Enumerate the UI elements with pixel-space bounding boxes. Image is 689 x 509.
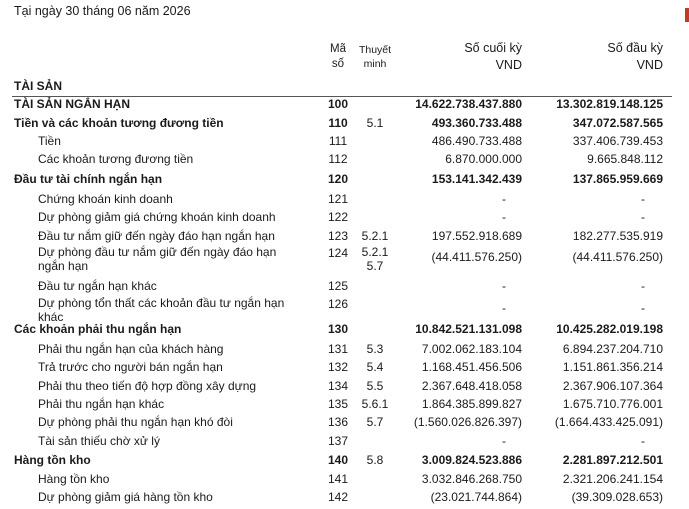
row-label: Dự phòng tổn thất các khoản đầu tư ngắn hạn khác (38, 296, 285, 324)
row-start-value: 9.665.848.112 (587, 152, 663, 166)
row-end-value: (44.411.576.250) (431, 250, 522, 264)
header-note-line2: minh (363, 58, 387, 70)
header-end-line1: Số cuối kỳ (464, 41, 522, 55)
row-start-value: 347.072.587.565 (572, 116, 663, 130)
row-start-value: - (641, 434, 645, 448)
row-code: 141 (327, 472, 349, 486)
table-row (0, 245, 689, 273)
header-code-line2: số (331, 58, 345, 70)
row-start-value: - (641, 301, 645, 315)
row-start-value: 337.406.739.453 (572, 134, 663, 148)
header-code (318, 42, 358, 72)
row-code: 122 (327, 210, 349, 224)
row-end-value: 3.032.846.268.750 (421, 472, 522, 486)
row-label: Phải thu theo tiến độ hợp đồng xây dựng (38, 379, 257, 393)
row-end-value: - (502, 210, 506, 224)
row-note: 5.8 (366, 453, 384, 467)
row-end-value: 10.842.521.131.098 (415, 322, 522, 336)
row-label: TÀI SẢN NGẮN HẠN (14, 97, 130, 111)
table-row (0, 134, 689, 152)
row-start-value: 182.277.535.919 (572, 229, 663, 243)
row-code: 140 (327, 453, 349, 467)
row-label: Tiền (38, 134, 61, 148)
table-row (0, 360, 689, 378)
row-code: 135 (327, 397, 349, 411)
row-start-value: 1.675.710.776.001 (562, 397, 663, 411)
table-row (0, 379, 689, 397)
row-start-value: (1.664.433.425.091) (554, 415, 663, 429)
row-code: 125 (327, 279, 349, 293)
row-label: Các khoản tương đương tiền (38, 152, 194, 166)
row-start-value: - (641, 279, 645, 293)
row-end-value: (23.021.744.864) (430, 490, 522, 504)
row-label: Đầu tư tài chính ngắn hạn (14, 172, 163, 186)
header-code-line1: Mã (330, 43, 346, 55)
table-row (0, 472, 689, 490)
row-start-value: 1.151.861.356.214 (562, 360, 663, 374)
row-label: Trả trước cho người bán ngắn hạn (38, 360, 223, 374)
row-code: 134 (327, 379, 349, 393)
row-code: 112 (328, 152, 348, 166)
table-row (0, 342, 689, 360)
row-label: Tài sản thiếu chờ xử lý (38, 434, 160, 448)
header-start-line1: Số đầu kỳ (607, 41, 663, 55)
row-note: 5.5 (366, 379, 384, 393)
row-label: Hàng tồn kho (38, 472, 110, 486)
row-label: Đầu tư ngắn hạn khác (38, 279, 157, 293)
header-end (372, 40, 522, 74)
row-code: 137 (327, 434, 349, 448)
header-start-line2: VND (636, 58, 663, 72)
row-code: 130 (327, 322, 349, 336)
row-code: 111 (328, 134, 348, 148)
row-start-value: 6.894.237.204.710 (562, 342, 663, 356)
table-row (0, 210, 689, 228)
row-label: Phải thu ngắn hạn khác (38, 397, 165, 411)
row-end-value: 493.360.733.488 (431, 116, 522, 130)
row-end-value: 3.009.824.523.886 (421, 453, 522, 467)
section-title: TÀI SẢN (14, 79, 62, 93)
row-end-value: 486.490.733.488 (431, 134, 522, 148)
row-code: 121 (327, 192, 349, 206)
row-end-value: - (502, 301, 506, 315)
row-end-value: 1.864.385.899.827 (421, 397, 522, 411)
row-end-value: 7.002.062.183.104 (421, 342, 522, 356)
header-start (513, 40, 663, 74)
table-row (0, 192, 689, 210)
header-note-line1: Thuyết (358, 44, 392, 56)
table-row (0, 322, 689, 340)
row-note: 5.7 (366, 415, 384, 429)
row-label: Hàng tồn kho (14, 453, 91, 467)
table-row (0, 279, 689, 297)
row-start-value: 2.367.906.107.364 (562, 379, 663, 393)
row-code: 110 (328, 116, 348, 130)
row-label: Tiền và các khoản tương đương tiền (14, 116, 224, 130)
row-note: 5.1 (366, 116, 384, 130)
row-label: Phải thu ngắn hạn của khách hàng (38, 342, 224, 356)
table-row (0, 97, 689, 115)
table-row (0, 152, 689, 170)
row-start-value: 137.865.959.669 (572, 172, 663, 186)
row-start-value: (44.411.576.250) (572, 250, 663, 264)
row-note: 5.2.1 5.7 (361, 245, 389, 273)
row-code: 132 (327, 360, 349, 374)
row-end-value: 14.622.738.437.880 (415, 97, 522, 111)
row-code: 123 (327, 229, 349, 243)
row-label: Chứng khoán kinh doanh (38, 192, 173, 206)
row-end-value: 6.870.000.000 (445, 152, 522, 166)
row-end-value: 197.552.918.689 (431, 229, 522, 243)
table-row (0, 415, 689, 433)
header-end-line2: VND (495, 58, 522, 72)
row-code: 131 (327, 342, 349, 356)
row-label: Dự phòng giảm giá chứng khoán kinh doanh (38, 210, 276, 224)
row-start-value: (39.309.028.653) (571, 490, 663, 504)
row-end-value: 2.367.648.418.058 (421, 379, 522, 393)
row-note: 5.3 (366, 342, 384, 356)
row-code: 142 (327, 490, 349, 504)
table-row (0, 116, 689, 134)
row-end-value: (1.560.026.826.397) (413, 415, 522, 429)
row-end-value: - (502, 192, 506, 206)
row-end-value: - (502, 279, 506, 293)
date-line: Tại ngày 30 tháng 06 năm 2026 (14, 4, 191, 18)
row-label: Dự phòng phải thu ngắn hạn khó đòi (38, 415, 233, 429)
row-label: Dự phòng giảm giá hàng tồn kho (38, 490, 213, 504)
row-code: 100 (327, 97, 349, 111)
row-start-value: 13.302.819.148.125 (556, 97, 663, 111)
row-code: 126 (327, 297, 349, 311)
table-row (0, 490, 689, 508)
row-start-value: 10.425.282.019.198 (556, 322, 663, 336)
table-row (0, 172, 689, 190)
row-label: Đầu tư nắm giữ đến ngày đáo hạn ngắn hạn (38, 229, 275, 243)
row-label: Dự phòng đầu tư nắm giữ đến ngày đáo hạn ngắn hạn (38, 245, 277, 273)
table-row (0, 296, 689, 324)
table-row (0, 434, 689, 452)
table-row (0, 397, 689, 415)
row-end-value: - (502, 434, 506, 448)
row-note: 5.2.1 (361, 229, 389, 243)
row-code: 124 (327, 246, 349, 260)
table-row (0, 453, 689, 471)
row-end-value: 153.141.342.439 (431, 172, 522, 186)
row-start-value: - (641, 192, 645, 206)
row-note: 5.4 (366, 360, 384, 374)
row-end-value: 1.168.451.456.506 (421, 360, 522, 374)
row-start-value: 2.281.897.212.501 (562, 453, 663, 467)
row-code: 136 (327, 415, 349, 429)
page-edge-mark (685, 8, 689, 22)
row-start-value: 2.321.206.241.154 (562, 472, 663, 486)
row-note: 5.6.1 (361, 397, 389, 411)
row-label: Các khoản phải thu ngắn hạn (14, 322, 182, 336)
row-start-value: - (641, 210, 645, 224)
row-code: 120 (327, 172, 349, 186)
